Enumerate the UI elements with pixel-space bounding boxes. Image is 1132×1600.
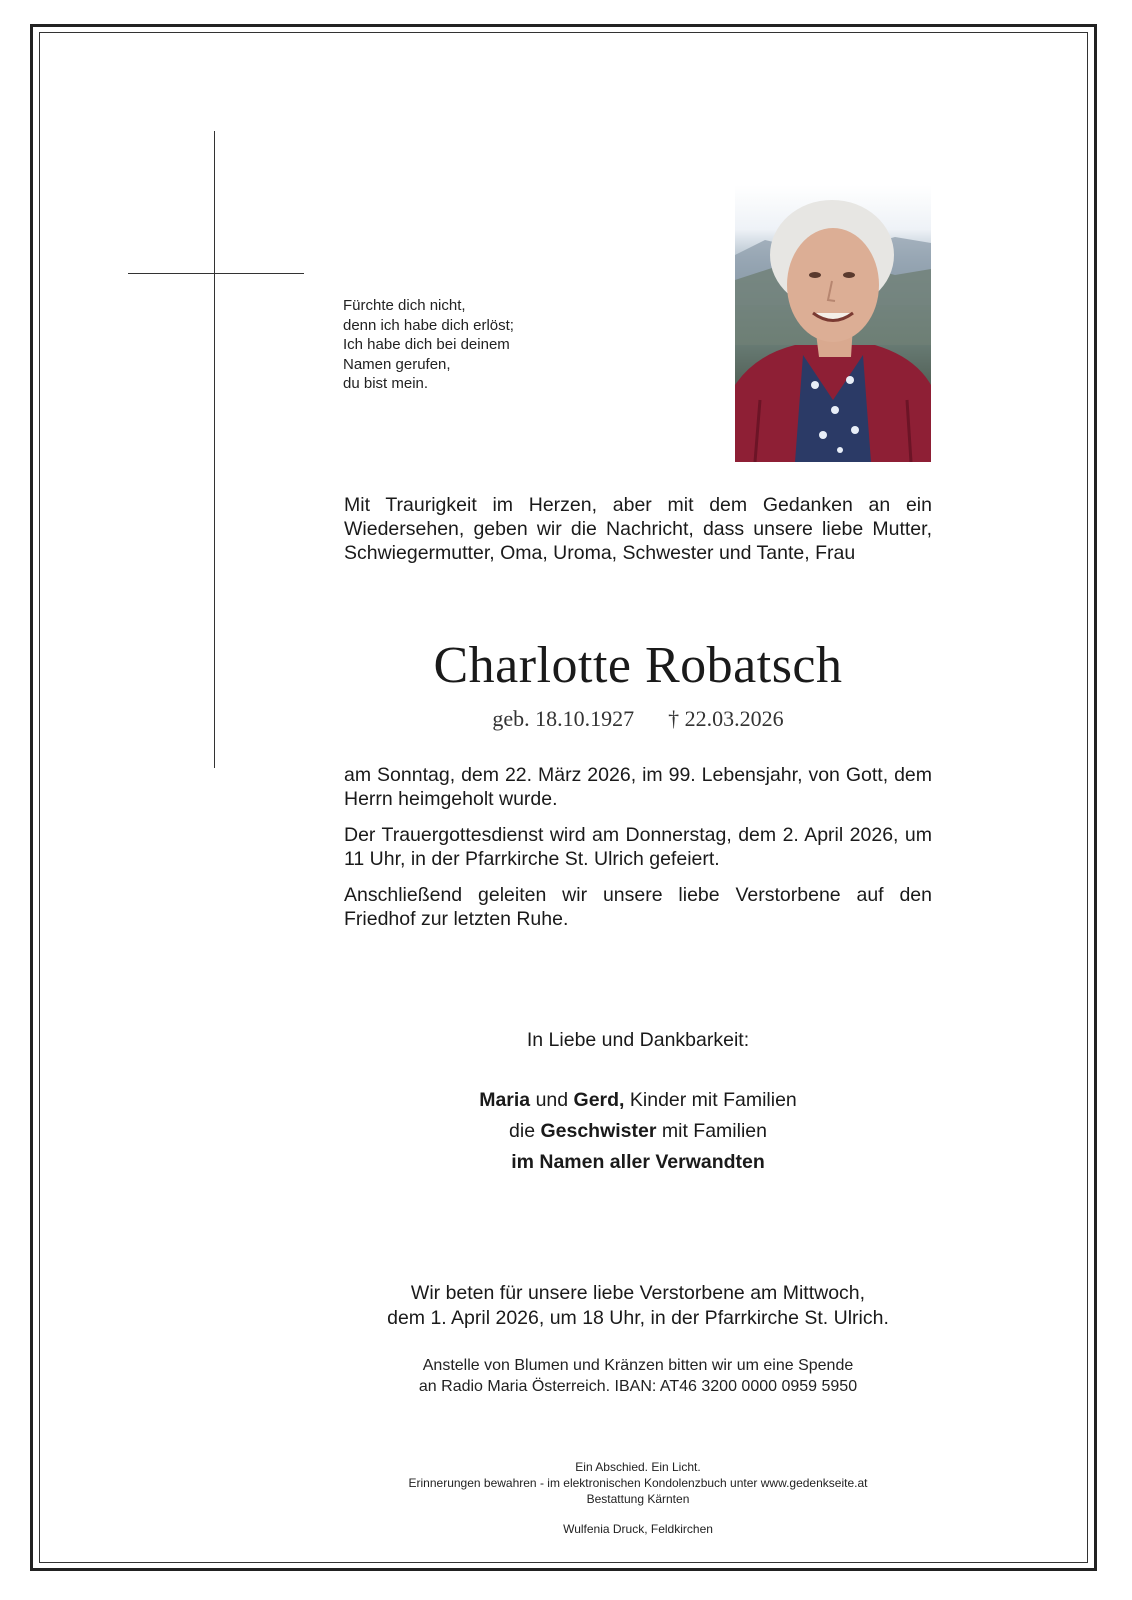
verse-line: Ich habe dich bei deinem <box>343 336 510 353</box>
donation-line: Anstelle von Blumen und Kränzen bitten wir um eine Spende <box>422 1357 854 1374</box>
signoff: In Liebe und Dankbarkeit: <box>526 1029 750 1051</box>
footer-slogan: Ein Abschied. Ein Licht. <box>575 1460 701 1474</box>
mourner-group: im Namen aller Verwandten <box>511 1151 765 1173</box>
mourner-name: Gerd, <box>573 1089 625 1111</box>
mourner-relation: mit Familien <box>656 1120 767 1142</box>
cross-vertical-bar <box>214 131 215 768</box>
intro-paragraph: Mit Traurigkeit im Herzen, aber mit dem Gedanken an ein Wiedersehen, geben wir die Nachricht, dass unsere liebe Mutter, Schwiegermutter, Oma, Uroma, Schwester und Tante, Frau <box>344 494 932 564</box>
mourners-line-relatives <box>300 1147 976 1178</box>
funeral-service-paragraph: Der Trauergottesdienst wird am Donnerstag, dem 2. April 2026, um 11 Uhr, in der Pfarrkirche St. Ulrich gefeiert. <box>344 824 932 870</box>
verse-line: Fürchte dich nicht, <box>343 297 466 314</box>
prayer-line: dem 1. April 2026, um 18 Uhr, in der Pfarrkirche St. Ulrich. <box>387 1307 889 1329</box>
life-dates <box>344 705 932 733</box>
bible-verse <box>343 296 514 394</box>
mourners-line-siblings <box>300 1116 976 1147</box>
printer-credit: Wulfenia Druck, Feldkirchen <box>563 1522 713 1536</box>
mourner-relation: Kinder mit Familien <box>624 1089 797 1111</box>
mourners-list <box>300 1085 976 1178</box>
birth-date: geb. 18.10.1927 <box>492 706 635 731</box>
prayer-notice <box>300 1281 976 1331</box>
portrait-photo <box>735 185 931 462</box>
death-date: † 22.03.2026 <box>668 706 784 731</box>
mourners-line-children <box>300 1085 976 1116</box>
cross-horizontal-bar <box>128 273 304 274</box>
mourner-name: Maria <box>479 1089 531 1111</box>
verse-line: denn ich habe dich erlöst; <box>343 316 514 334</box>
donation-notice <box>300 1355 976 1397</box>
death-paragraph: am Sonntag, dem 22. März 2026, im 99. Lebensjahr, von Gott, dem Herrn heimgeholt wurde. <box>344 764 932 810</box>
donation-line: an Radio Maria Österreich. IBAN: AT46 3200 0000 0959 5950 <box>418 1378 858 1395</box>
prayer-line: Wir beten für unsere liebe Verstorbene am Mittwoch, <box>410 1282 866 1304</box>
deceased-name: Charlotte Robatsch <box>433 637 843 694</box>
footer-undertaker: Bestattung Kärnten <box>586 1492 690 1506</box>
footer <box>300 1459 976 1507</box>
verse-line: du bist mein. <box>343 375 429 392</box>
article: die <box>509 1120 541 1142</box>
mourner-group: Geschwister <box>540 1120 657 1142</box>
burial-paragraph: Anschließend geleiten wir unsere liebe Verstorbene auf den Friedhof zur letzten Ruhe. <box>344 884 932 930</box>
footer-condolence-info: Erinnerungen bewahren - im elektronischen Kondolenzbuch unter www.gedenkseite.at <box>408 1476 868 1490</box>
verse-line: Namen gerufen, <box>343 355 451 373</box>
conjunction: und <box>530 1089 574 1111</box>
